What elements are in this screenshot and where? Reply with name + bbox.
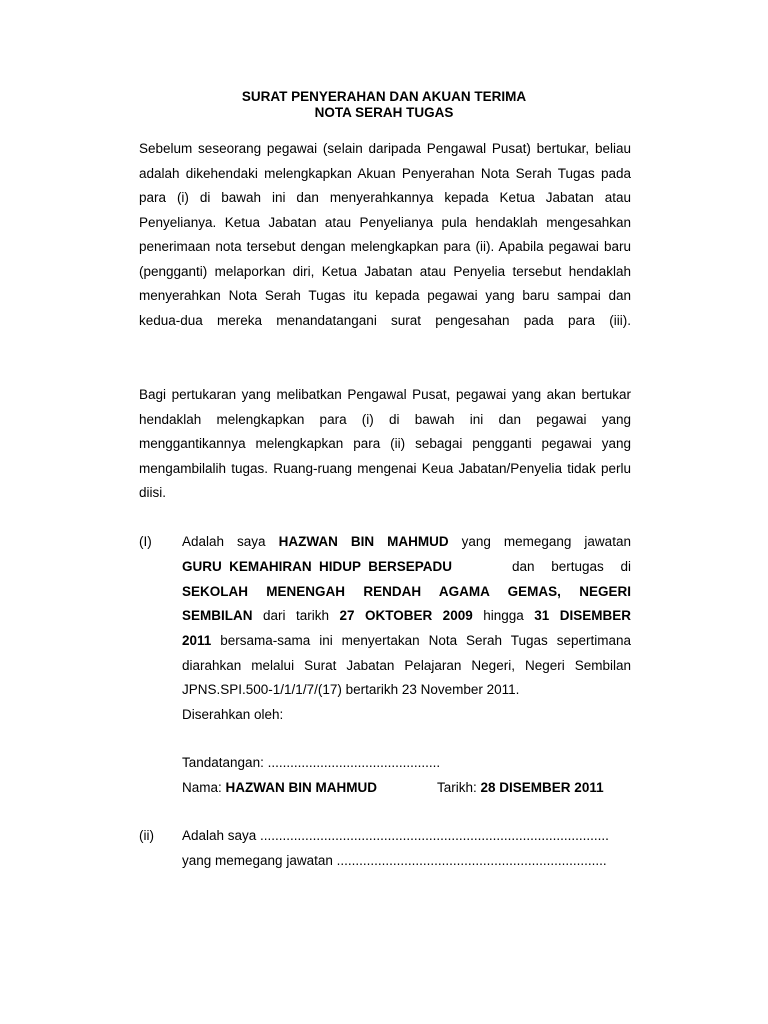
date-from: 27 OKTOBER 2009 [339,608,473,623]
section-ii-line-1: Adalah saya ............................................................................................. [182,828,609,843]
date-field [437,778,604,798]
line-6-text: diarahkan melalui Surat Jabatan Pelajaran Negeri, Negeri Sembilan [182,658,631,673]
signature-field: Tandatangan: .............................................. [182,755,441,770]
holding-position-text: yang memegang jawatan [461,534,631,549]
school-name-a: SEKOLAH MENENGAH RENDAH AGAMA GEMAS, NEGERI [182,584,631,599]
document-title-line-1: SURAT PENYERAHAN DAN AKUAN TERIMA [241,89,527,104]
name-value: HAZWAN BIN MAHMUD [225,780,378,795]
until-word: hingga [483,608,524,623]
officer-name: HAZWAN BIN MAHMUD [278,534,449,549]
date-to-a: 31 DISEMBER [534,608,631,623]
date-label: Tarikh: [437,780,477,795]
line-5-text: bersama-sama ini menyertakan Nota Serah Tugas sepertimana [220,633,631,648]
date-value: 28 DISEMBER 2011 [480,780,604,795]
section-ii-marker: (ii) [139,828,154,843]
intro-text: Adalah saya [182,534,266,549]
position-value: GURU KEMAHIRAN HIDUP BERSEPADU [182,559,452,574]
name-field [182,778,377,798]
duty-text-value: dan bertugas di [512,559,631,574]
position-title [182,557,452,577]
section-i-line-1 [182,532,631,552]
section-i-line-5 [182,631,631,651]
date-to-b: 2011 [182,633,212,648]
second-paragraph: Bagi pertukaran yang melibatkan Pengawal Pusat, pegawai yang akan bertukar hendaklah melengkapkan para (i) di bawah ini dan pegawai yang menggantikannya melengkapkan para (ii) sebagai pengganti pegawai yang mengambilalih tugas. Ruang-ruang mengenai Keua Jabatan/Penyelia tidak perlu diisi. [139,387,631,500]
document-title-line-2: NOTA SERAH TUGAS [314,105,454,120]
duty-text [512,557,631,577]
section-ii-line-2: yang memegang jawatan ........................................................................ [182,853,607,868]
from-word: dari tarikh [262,608,329,623]
section-i-marker: (I) [139,534,152,549]
school-name-b: SEMBILAN [182,608,253,623]
section-i-line-7: JPNS.SPI.500-1/1/1/7/(17) bertarikh 23 November 2011. [182,682,520,697]
school-name-line-1 [182,582,631,602]
section-i-line-6 [182,656,631,676]
section-i-line-4 [182,606,631,626]
name-label: Nama: [182,780,222,795]
intro-paragraph: Sebelum seseorang pegawai (selain daripada Pengawal Pusat) bertukar, beliau adalah dikehendaki melengkapkan Akuan Penyerahan Nota Serah Tugas pada para (i) di bawah ini dan menyerahkannya kepada Ketua Jabatan atau Penyelianya. Ketua Jabatan atau Penyelianya pula hendaklah mengesahkan penerimaan nota tersebut dengan melengkapkan para (ii). Apabila pegawai baru (pengganti) melaporkan diri, Ketua Jabatan atau Penyelia tersebut hendaklah menyerahkan Nota Serah Tugas itu kepada pegawai yang baru sampai dan kedua-dua mereka menandatangani surat pengesahan pada para (iii). [139,141,631,328]
submitted-by-label: Diserahkan oleh: [182,707,284,722]
